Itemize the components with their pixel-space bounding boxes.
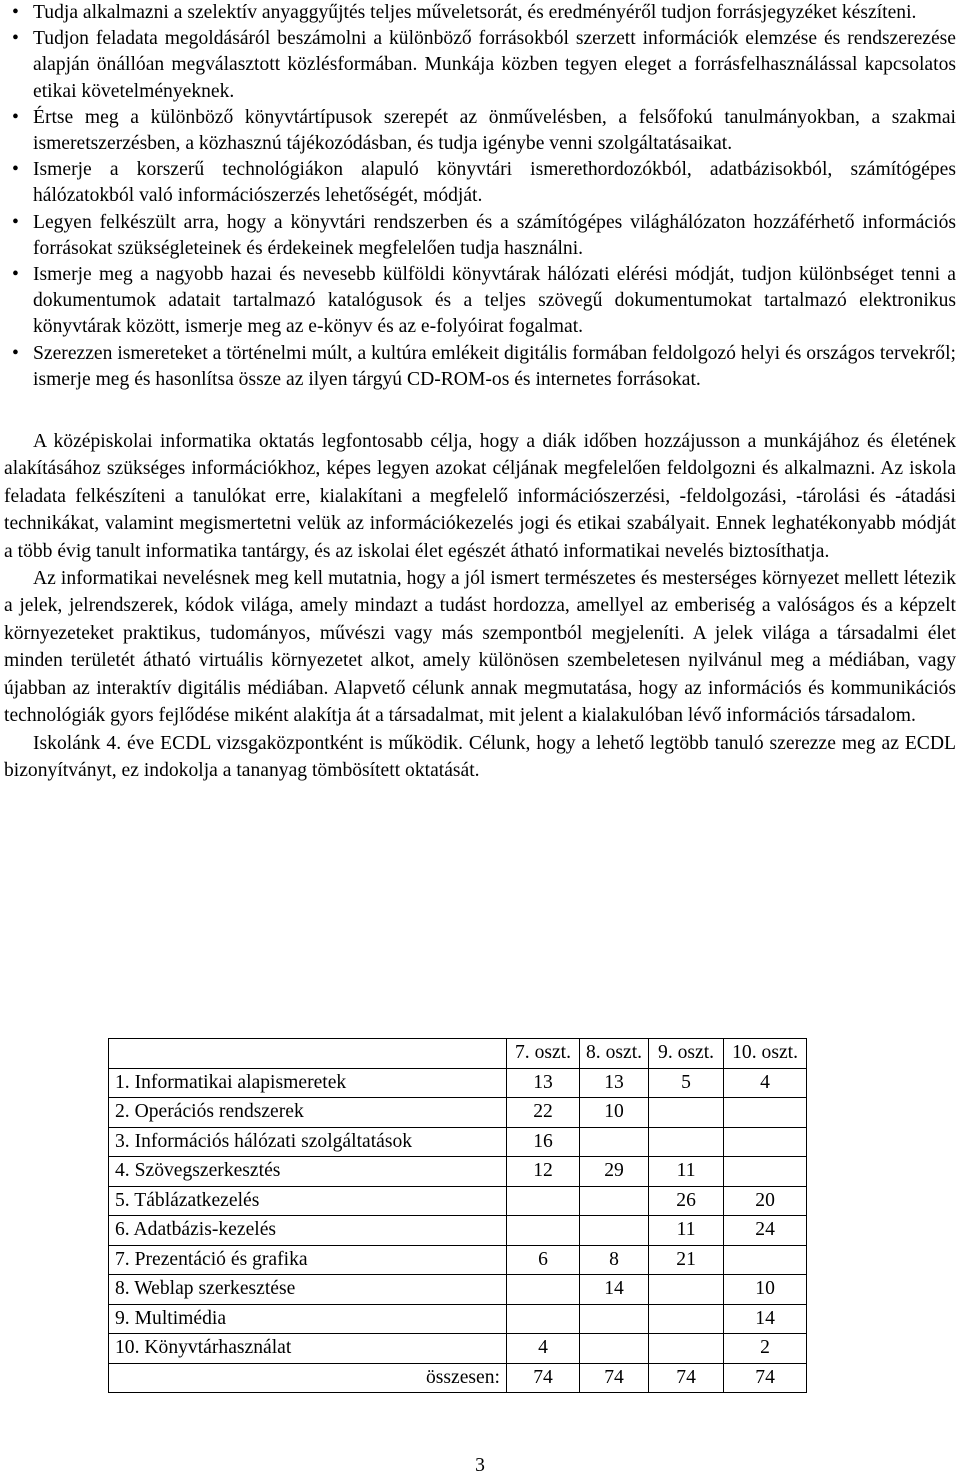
hours-cell [724, 1245, 807, 1275]
table-header-cell: 8. oszt. [580, 1039, 649, 1069]
hours-cell: 22 [507, 1098, 580, 1128]
hours-cell: 21 [649, 1245, 724, 1275]
subject-cell: 8. Weblap szerkesztése [109, 1275, 507, 1305]
table-row [109, 1068, 807, 1098]
hours-cell: 16 [507, 1127, 580, 1157]
hours-cell [507, 1216, 580, 1246]
paragraph: A középiskolai informatika oktatás legfontosabb célja, hogy a diák időben hozzájusson a munkájához és életének alakításához szükséges információkhoz, képes legyen azokat céljának megfelelően feldolgozni és alkalmazni. Az iskola feladata felkészíteni a tanulókat erre, kialakítani a megfelelő információszerzési, -feldolgozási, -tárolási és -átadási technikákat, valamint megismertetni velük az információkezelés jogi és etikai szabályait. Ennek leghatékonyabb módját a több évig tanult informatika tantárgy, és az iskolai élet egészét átható informatikai nevelés biztosíthatja. [4, 431, 956, 562]
bullet-icon: • [12, 106, 19, 128]
paragraph: Az informatikai nevelésnek meg kell mutatnia, hogy a jól ismert természetes és mesterséges környezet mellett létezik a jelek, jelrendszerek, kódok világa, amely mindazt a tudást hordozza, amellyel az emberiség a valóságos és a képzelt környezeteket praktikus, tudományos, művészi vagy más szempontból megjeleníti. A jelek világa a társadalmi élet minden területét átható virtuális környezetet alkot, amely különösen szembeletesen nyilvánul meg a médiában, vagy újabban az interaktív digitális médiában. Alapvető célunk annak megmutatása, hogy az információs és kommunikációs technológiák gyors fejlődése miként alakítja át a társadalmat, mit jelent a kialakulóban lévő információs társadalom. [4, 568, 956, 727]
table-header-cell: 10. oszt. [724, 1039, 807, 1069]
hours-cell: 8 [580, 1245, 649, 1275]
list-item-text: Értse meg a különböző könyvtártípusok szerepét az önművelésben, a felsőfokú tanulmányokban, a szakmai ismeretszerzésben, a közhasznú tájékozódásban, és tudja igénybe venni szolgáltatásaikat. [33, 106, 956, 155]
table-row [109, 1127, 807, 1157]
bullet-icon: • [12, 28, 19, 50]
hours-cell: 13 [580, 1068, 649, 1098]
hours-cell: 14 [724, 1304, 807, 1334]
hours-cell: 29 [580, 1157, 649, 1187]
list-item [4, 210, 956, 262]
total-cell: 74 [580, 1363, 649, 1393]
paragraph: Iskolánk 4. éve ECDL vizsgaközpontként is működik. Célunk, hogy a lehető legtöbb tanuló szerezze meg az ECDL bizonyítványt, ez indokolja a tananyag tömbösített oktatását. [4, 732, 956, 781]
table-row [109, 1216, 807, 1246]
table-header-cell [109, 1039, 507, 1069]
subject-cell: 7. Prezentáció és grafika [109, 1245, 507, 1275]
hours-cell [507, 1186, 580, 1216]
list-item [4, 105, 956, 157]
list-item [4, 157, 956, 209]
table-row [109, 1186, 807, 1216]
list-item-text: Legyen felkészült arra, hogy a könyvtári rendszerben és a számítógépes világhálózaton hozzáférhető információs forrásokat szükségleteinek és érdekeinek megfelelően tudja használni. [33, 211, 956, 259]
subject-cell: 5. Táblázatkezelés [109, 1186, 507, 1216]
table-row [109, 1334, 807, 1364]
table-row [109, 1245, 807, 1275]
total-cell: 74 [507, 1363, 580, 1393]
list-item-text: Ismerje a korszerű technológiákon alapuló könyvtári ismerethordozókból, adatbázisokból, számítógépes hálózatokból való információszerzés lehetőségét, módját. [33, 159, 956, 207]
subject-cell: 9. Multimédia [109, 1304, 507, 1334]
list-item-text: Tudja alkalmazni a szelektív anyaggyűjtés teljes műveletsorát, és eredményéről tudjon forrásjegyzéket készíteni. [33, 2, 917, 23]
hours-cell: 14 [580, 1275, 649, 1305]
bullet-icon: • [12, 159, 19, 181]
subject-cell: 4. Szövegszerkesztés [109, 1157, 507, 1187]
hours-cell: 26 [649, 1186, 724, 1216]
hours-cell: 6 [507, 1245, 580, 1275]
table-row [109, 1157, 807, 1187]
subject-cell: 1. Informatikai alapismeretek [109, 1068, 507, 1098]
hours-cell [507, 1304, 580, 1334]
hours-cell [724, 1127, 807, 1157]
hours-cell [580, 1304, 649, 1334]
table-header-row [109, 1039, 807, 1069]
hours-cell: 2 [724, 1334, 807, 1364]
hours-cell [724, 1157, 807, 1187]
bullet-icon: • [12, 2, 19, 23]
list-item-text: Tudjon feladata megoldásáról beszámolni a különböző forrásokból szerzett információk elemzése és rendszerezése alapján önállóan megválasztott közlésformában. Munkája közben tegyen eleget a forrásfelhasználással kapcsolatos etikai követelményeknek. [33, 28, 956, 102]
list-item-text: Szerezzen ismereteket a történelmi múlt, a kultúra emlékeit digitális formában feldolgozó helyi és országos tervekről; ismerje meg és hasonlítsa össze az ilyen tárgyú CD-ROM-os és internetes forrásokat. [33, 342, 956, 390]
hours-cell: 20 [724, 1186, 807, 1216]
document-page [4, 0, 956, 784]
curriculum-table [108, 1038, 807, 1393]
hours-cell: 4 [507, 1334, 580, 1364]
page-number: 3 [475, 1455, 485, 1476]
list-item [4, 341, 956, 393]
bullet-icon: • [12, 342, 19, 364]
hours-cell [580, 1216, 649, 1246]
hours-cell [649, 1127, 724, 1157]
table-total-row [109, 1363, 807, 1393]
total-cell: 74 [649, 1363, 724, 1393]
list-item [4, 26, 956, 105]
hours-cell [580, 1186, 649, 1216]
hours-cell [649, 1304, 724, 1334]
hours-cell: 11 [649, 1216, 724, 1246]
table-header-cell: 7. oszt. [507, 1039, 580, 1069]
total-cell: 74 [724, 1363, 807, 1393]
hours-cell: 4 [724, 1068, 807, 1098]
subject-cell: 6. Adatbázis-kezelés [109, 1216, 507, 1246]
hours-cell [724, 1098, 807, 1128]
hours-cell [580, 1127, 649, 1157]
hours-cell: 5 [649, 1068, 724, 1098]
hours-cell: 13 [507, 1068, 580, 1098]
total-label-cell: összesen: [109, 1363, 507, 1393]
subject-cell: 2. Operációs rendszerek [109, 1098, 507, 1128]
hours-cell: 12 [507, 1157, 580, 1187]
subject-cell: 3. Információs hálózati szolgáltatások [109, 1127, 507, 1157]
hours-cell: 11 [649, 1157, 724, 1187]
hours-cell [580, 1334, 649, 1364]
hours-cell: 24 [724, 1216, 807, 1246]
list-item-text: Ismerje meg a nagyobb hazai és nevesebb külföldi könyvtárak hálózati elérési módját, tudjon különbséget tenni a dokumentumok adatait tartalmazó katalógusok és a teljes szövegű dokumentumokat tartalmazó elektronikus könyvtárak között, ismerje meg az e-könyv és az e-folyóirat fogalmat. [33, 264, 956, 338]
requirements-list [4, 0, 956, 393]
table-row [109, 1275, 807, 1305]
table-row [109, 1098, 807, 1128]
list-item [4, 0, 956, 26]
hours-cell [507, 1275, 580, 1305]
hours-cell [649, 1275, 724, 1305]
hours-cell [649, 1098, 724, 1128]
table-row [109, 1304, 807, 1334]
list-item [4, 262, 956, 341]
bullet-icon: • [12, 211, 19, 233]
bullet-icon: • [12, 264, 19, 286]
hours-cell: 10 [724, 1275, 807, 1305]
subject-cell: 10. Könyvtárhasználat [109, 1334, 507, 1364]
hours-cell: 10 [580, 1098, 649, 1128]
table-header-cell: 9. oszt. [649, 1039, 724, 1069]
hours-cell [649, 1334, 724, 1364]
